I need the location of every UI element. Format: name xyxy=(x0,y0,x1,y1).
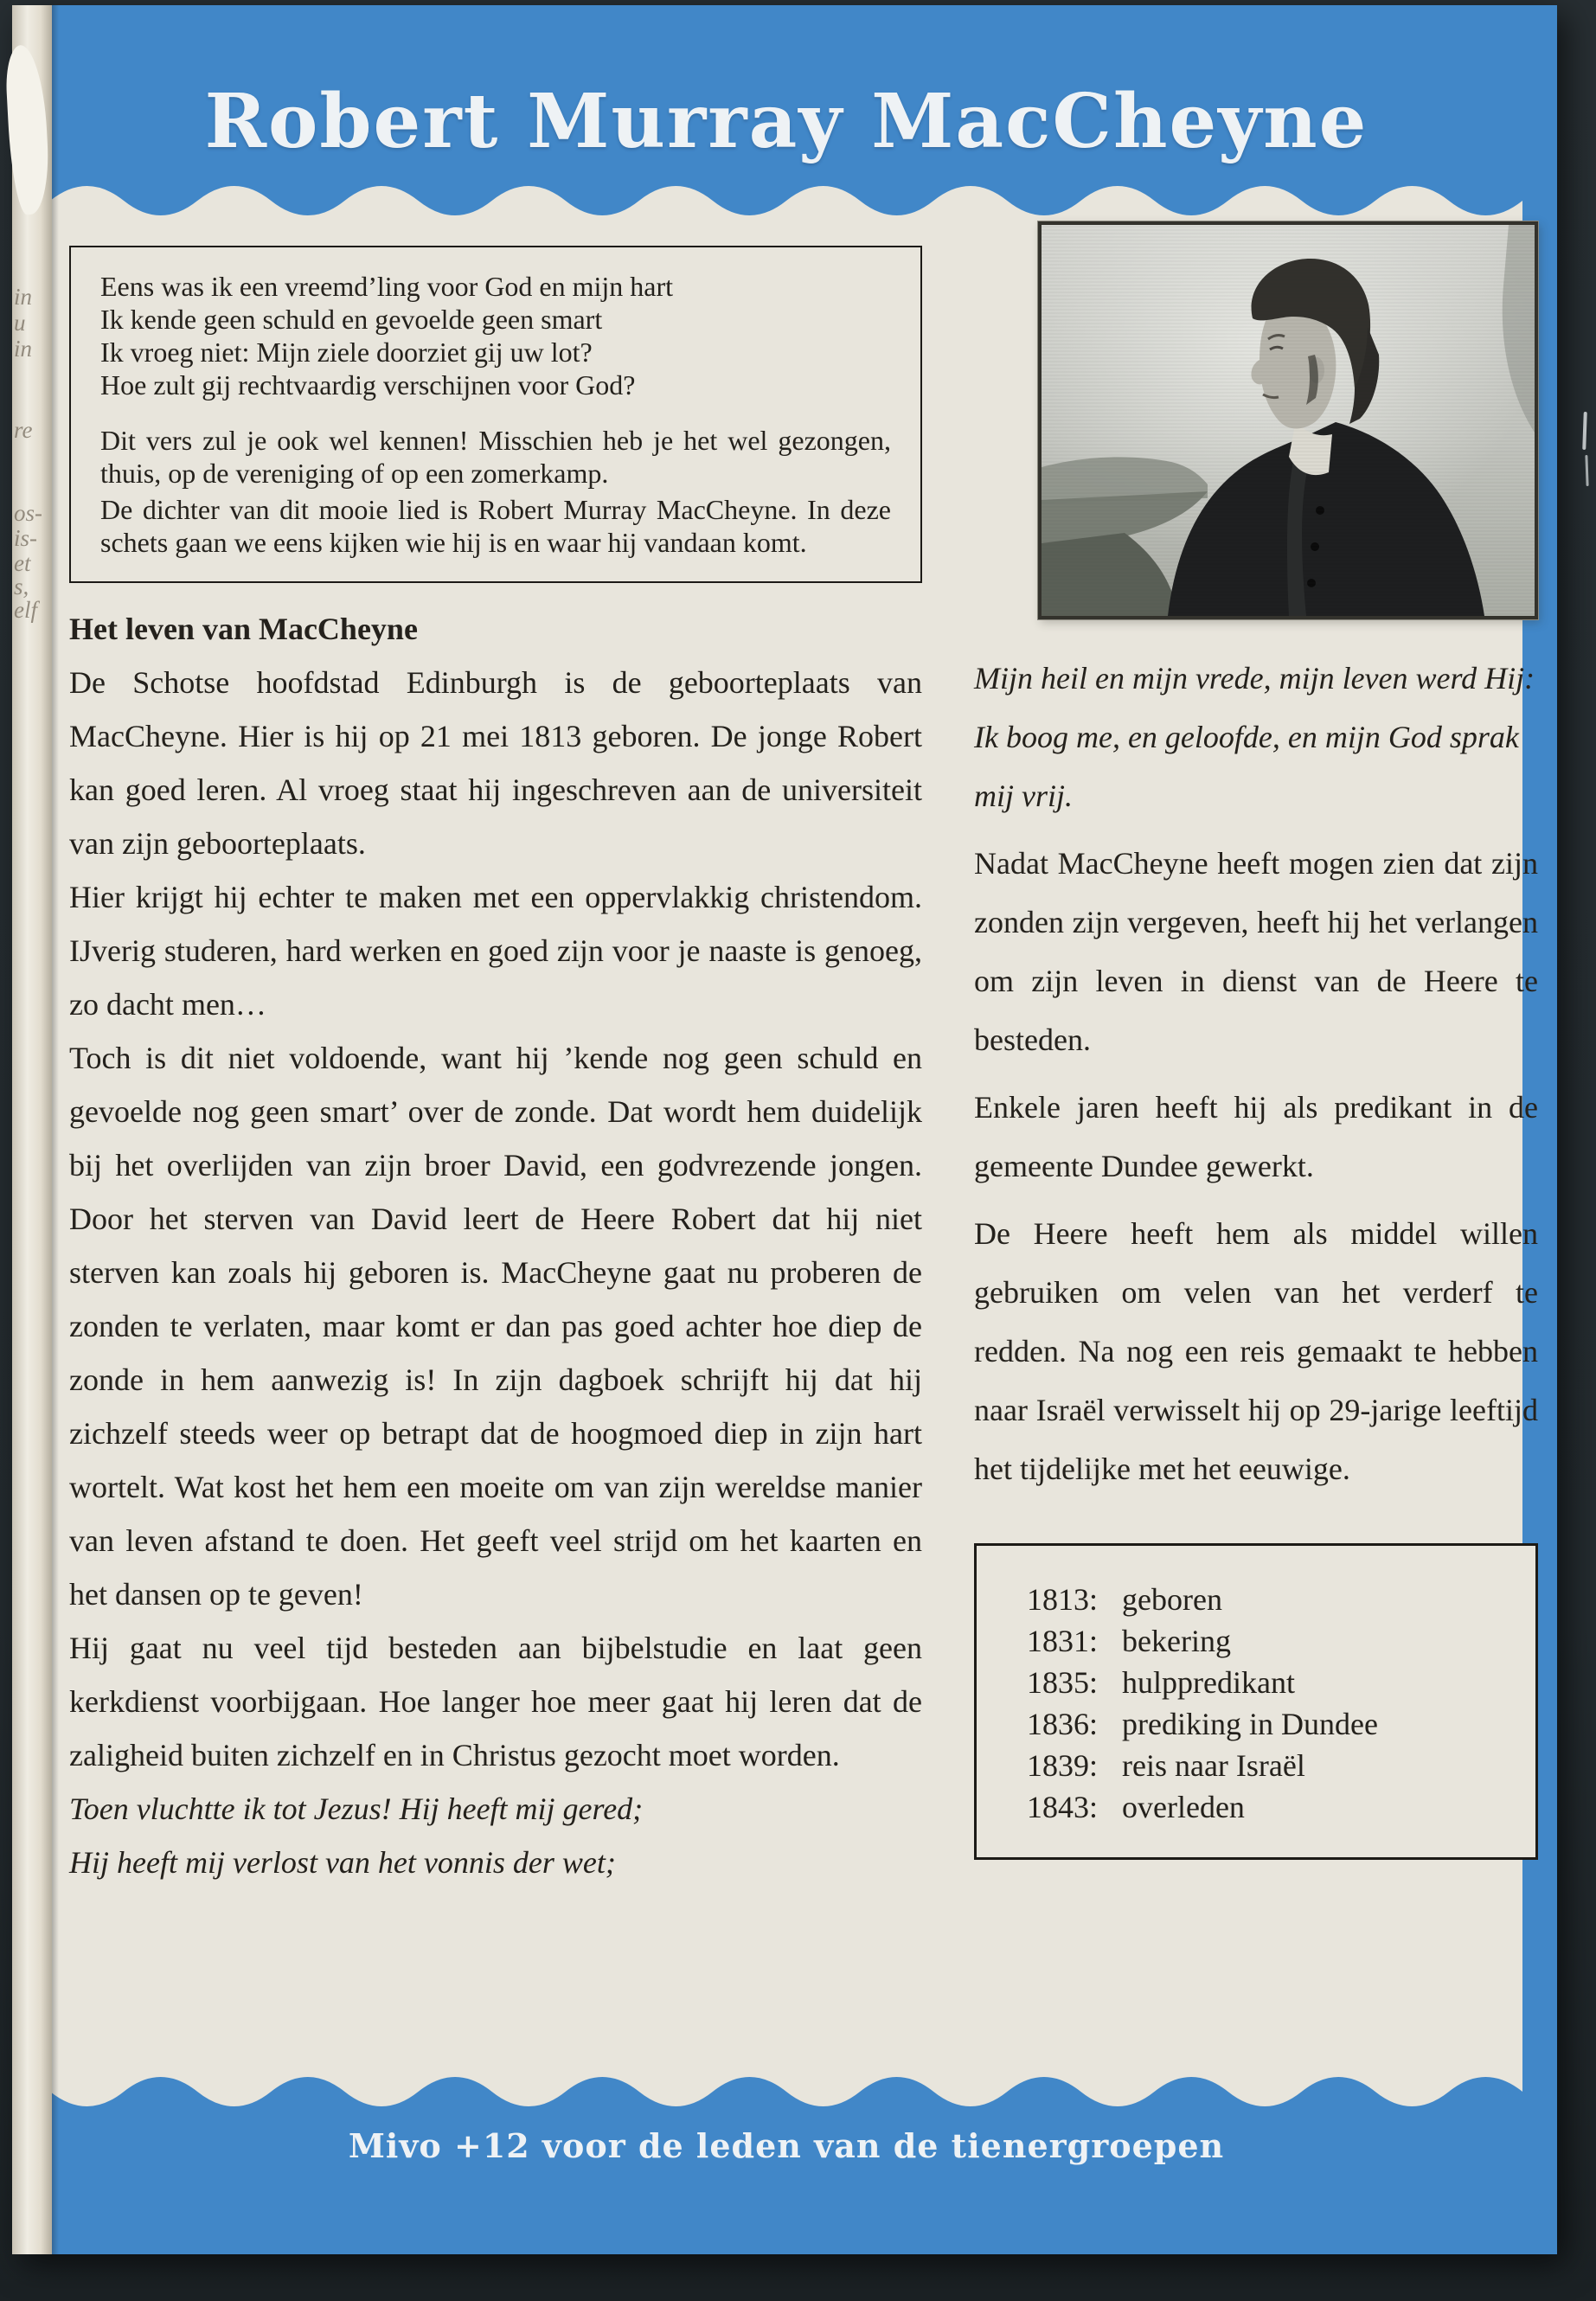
body-paragraph: De Schotse hoofdstad Edinburgh is de geboorteplaats van MacCheyne. Hier is hij op 21 mei 1813 geboren. De jonge Robert kan goed leren. Al vroeg staat hij ingeschreven aan de universiteit van zijn geboorteplaats. xyxy=(69,665,922,861)
timeline-box xyxy=(974,1543,1538,1860)
spine-text-fragment: elf xyxy=(14,597,37,623)
timeline-row xyxy=(1027,1662,1518,1703)
scalloped-edge-bottom xyxy=(50,2069,1522,2114)
verse-line: Ik vroeg niet: Mijn ziele doorziet gij uw lot? xyxy=(100,336,593,368)
timeline-event: bekering xyxy=(1122,1624,1231,1658)
torn-paper-patch xyxy=(4,44,51,215)
scalloped-edge-top xyxy=(50,178,1522,223)
timeline-year: 1839: xyxy=(1027,1748,1099,1783)
engraving-texture xyxy=(1042,225,1535,616)
left-column xyxy=(69,246,922,1889)
portrait-engraving-maccheyne xyxy=(1042,225,1535,616)
hymn-stanza xyxy=(100,270,891,401)
portrait-frame xyxy=(1038,221,1538,619)
spine-text-fragment: in xyxy=(14,336,33,362)
footer-banner-text: Mivo +12 voor de leden van de tienergroepen xyxy=(348,2126,1225,2165)
timeline-row xyxy=(1027,1620,1518,1662)
page-spine xyxy=(12,5,52,2254)
hymn-quote-line: Ik boog me, en geloofde, en mijn God sprak mij vrij. xyxy=(974,720,1519,813)
page-title: Robert Murray MacCheyne xyxy=(204,78,1368,165)
right-column xyxy=(974,221,1538,1860)
hymn-quote-line: Toen vluchtte ik tot Jezus! Hij heeft mij gered; xyxy=(69,1791,644,1826)
timeline-event: geboren xyxy=(1122,1582,1222,1617)
body-paragraph: De Heere heeft hem als middel willen gebruiken om velen van het verderf te redden. Na nog een reis gemaakt te hebben naar Israël verwisselt hij op 29-jarige leeftijd het tijdelijke met het eeuwige. xyxy=(974,1216,1538,1486)
scan-edge-mark xyxy=(1585,455,1588,486)
timeline-year: 1831: xyxy=(1027,1624,1099,1658)
intro-paragraph: Dit vers zul je ook wel kennen! Misschien heb je het wel gezongen, thuis, op de vereniging of op een zomerkamp. xyxy=(100,425,891,489)
timeline-row xyxy=(1027,1745,1518,1786)
body-paragraph: Hij gaat nu veel tijd besteden aan bijbelstudie en laat geen kerkdienst voorbijgaan. Hoe langer hoe meer gaat hij leren dat de zaligheid buiten zichzelf en in Christus gezocht moet worden. xyxy=(69,1631,922,1772)
intro-verse-box xyxy=(69,246,922,583)
spine-text-fragment: in xyxy=(14,284,33,310)
spine-text-fragment: is- xyxy=(14,525,37,551)
timeline-event: hulppredikant xyxy=(1122,1665,1295,1700)
section-heading: Het leven van MacCheyne xyxy=(69,612,418,646)
spine-text-fragment: re xyxy=(14,417,33,443)
hymn-quote-line: Hij heeft mij verlost van het vonnis der wet; xyxy=(69,1845,616,1880)
timeline-year: 1813: xyxy=(1027,1582,1099,1617)
verse-line: Eens was ik een vreemd’ling voor God en mijn hart xyxy=(100,271,674,302)
timeline-event: prediking in Dundee xyxy=(1122,1707,1378,1741)
hymn-quote-line: Mijn heil en mijn vrede, mijn leven werd Hij: xyxy=(974,661,1535,695)
timeline-year: 1843: xyxy=(1027,1790,1099,1824)
spine-text-fragment: os- xyxy=(14,500,42,526)
timeline-row xyxy=(1027,1786,1518,1828)
body-paragraph: Hier krijgt hij echter te maken met een oppervlakkig christendom. IJverig studeren, hard werken en goed zijn voor je naaste is genoeg, zo dacht men… xyxy=(69,880,922,1022)
timeline-year: 1835: xyxy=(1027,1665,1099,1700)
timeline-year: 1836: xyxy=(1027,1707,1099,1741)
scan-edge-mark xyxy=(1582,412,1587,450)
intro-paragraph: De dichter van dit mooie lied is Robert Murray MacCheyne. In deze schets gaan we eens kijken wie hij is en waar hij vandaan komt. xyxy=(100,494,891,558)
verse-line: Ik kende geen schuld en gevoelde geen smart xyxy=(100,304,603,335)
body-paragraph: Toch is dit niet voldoende, want hij ’kende nog geen schuld en gevoelde nog geen smart’ over de zonde. Dat wordt hem duidelijk bij het overlijden van zijn broer David, een godvrezende jongen. Door het sterven van David leert de Heere Robert dat hij niet sterven kan zoals hij geboren is. MacCheyne gaat nu proberen de zonden te verlaten, maar komt er dan pas goed achter hoe diep de zonde in hem aanwezig is! In zijn dagboek schrijft hij dat hij zichzelf steeds weer op betrapt dat de hoogmoed diep in zijn hart wortelt. Wat kost het hem een moeite om van zijn wereldse manier van leven afstand te doen. Het geeft veel strijd om het kaarten en het dansen op te geven! xyxy=(69,1041,922,1612)
timeline-event: overleden xyxy=(1122,1790,1245,1824)
verse-line: Hoe zult gij rechtvaardig verschijnen voor God? xyxy=(100,369,636,401)
spine-text-fragment: et xyxy=(14,550,31,576)
timeline-row xyxy=(1027,1579,1518,1620)
timeline-event: reis naar Israël xyxy=(1122,1748,1305,1783)
body-paragraph: Enkele jaren heeft hij als predikant in de gemeente Dundee gewerkt. xyxy=(974,1090,1538,1183)
body-paragraph: Nadat MacCheyne heeft mogen zien dat zijn zonden zijn vergeven, heeft hij het verlangen om zijn leven in dienst van de Heere te besteden. xyxy=(974,846,1538,1057)
spine-text-fragment: s, xyxy=(14,574,29,599)
magazine-page xyxy=(12,5,1557,2254)
timeline-row xyxy=(1027,1703,1518,1745)
spine-text-fragment: u xyxy=(14,310,26,336)
